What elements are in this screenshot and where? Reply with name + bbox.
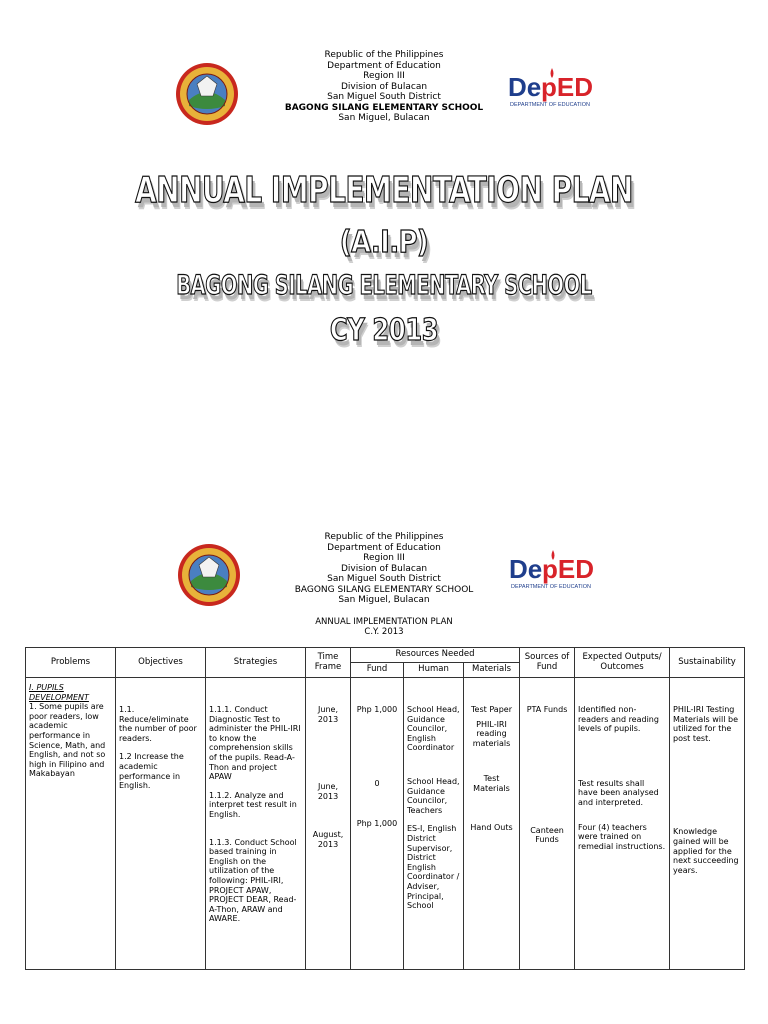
school-name: BAGONG SILANG ELEMENTARY SCHOOL — [294, 584, 474, 595]
school-town: San Miguel, Bulacan — [338, 113, 430, 123]
col-header-objectives: Objectives — [116, 648, 206, 678]
header-line: San Miguel South District — [327, 92, 441, 102]
col-header-sources: Sources of Fund — [520, 648, 575, 678]
source-item: PTA Funds — [526, 705, 568, 714]
strategy-item: 1.1.3. Conduct School based training in English on the utilization of the following: PHIL-IRI, PROJECT APAW, PROJECT DEAR, Read-A-Thon, ARAW and AWARE. — [209, 837, 297, 924]
header-line: Region III — [363, 553, 405, 563]
material-item: Test Paper — [471, 705, 512, 714]
school-name: BAGONG SILANG ELEMENTARY SCHOOL — [284, 102, 484, 113]
header-line: San Miguel South District — [327, 574, 441, 584]
fund-item: 0 — [374, 778, 380, 788]
cell-fund — [351, 678, 404, 970]
cover-title-line4: CY 2013 — [329, 313, 439, 348]
cover-title-line1: ANNUAL IMPLEMENTATION PLAN — [135, 170, 633, 211]
cell-time-frame — [306, 678, 351, 970]
plan-title: ANNUAL IMPLEMENTATION PLAN — [315, 617, 453, 627]
cover-title-line2: (A.I.P) — [339, 225, 429, 260]
col-header-strategies: Strategies — [206, 648, 306, 678]
svg-text:De: De — [509, 554, 543, 584]
strategy-item: 1.1.2. Analyze and interpret test result in English. — [209, 790, 297, 819]
svg-text:De: De — [508, 72, 542, 102]
human-item: School Head, Guidance Councilor, Teachers — [407, 776, 460, 815]
school-town: San Miguel, Bulacan — [338, 595, 430, 605]
sustainability-item: Knowledge gained will be applied for the next succeeding years. — [673, 827, 739, 875]
col-header-outputs: Expected Outputs/ Outcomes — [575, 648, 670, 678]
col-header-resources: Resources Needed — [351, 648, 520, 663]
material-item: Hand Outs — [470, 822, 513, 832]
material-item: Test Materials — [473, 774, 510, 793]
plan-year: C.Y. 2013 — [364, 627, 404, 637]
col-header-materials: Materials — [464, 663, 520, 678]
cell-sustainability — [670, 678, 745, 970]
problems-text: 1. Some pupils are poor readers, low academic performance in Science, Math, and English, and not so high in Filipino and Makabayan — [29, 702, 106, 779]
problems-heading: I. PUPILS DEVELOPMENT — [29, 683, 89, 702]
output-item: Four (4) teachers were trained on remedial instructions. — [578, 822, 666, 851]
table-header-row — [26, 648, 745, 663]
col-header-fund: Fund — [351, 663, 404, 678]
col-header-sustainability: Sustainability — [670, 648, 745, 678]
sustainability-item: PHIL-IRI Testing Materials will be utilized for the post test. — [673, 705, 738, 743]
cell-materials — [464, 678, 520, 970]
implementation-plan-table — [25, 647, 745, 970]
school-header-bottom — [0, 532, 768, 606]
header-line: Republic of the Philippines — [324, 50, 444, 60]
strategy-item: 1.1.1. Conduct Diagnostic Test to administer the PHIL-IRI to know the comprehension skills of the pupils. Read-A-Thon and project APAW — [209, 705, 301, 782]
svg-text:pED: pED — [541, 72, 592, 102]
objective-item: 1.1. Reduce/eliminate the number of poor readers. — [119, 705, 197, 743]
time-item: June, 2013 — [317, 782, 339, 801]
source-item: Canteen Funds — [530, 825, 564, 845]
header-line: Division of Bulacan — [340, 81, 428, 92]
cell-objectives — [116, 678, 206, 970]
svg-text:DEPARTMENT OF EDUCATION: DEPARTMENT OF EDUCATION — [511, 584, 591, 590]
output-item: Test results shall have been analysed and interpreted. — [578, 778, 659, 807]
time-item: August, 2013 — [312, 830, 344, 849]
human-item: ES-I, English District Supervisor, District English Coordinator / Adviser, Principal, School — [407, 824, 460, 911]
cell-human — [404, 678, 464, 970]
school-header-top — [0, 50, 768, 124]
header-line: Department of Education — [327, 542, 441, 553]
svg-text:DEPARTMENT OF EDUCATION: DEPARTMENT OF EDUCATION — [510, 102, 590, 108]
header-line: Republic of the Philippines — [324, 532, 444, 542]
cell-strategies — [206, 678, 306, 970]
objective-item: 1.2 Increase the academic performance in English. — [119, 752, 184, 791]
fund-item: Php 1,000 — [356, 819, 398, 829]
plan-heading — [0, 617, 768, 637]
cover-title-line3: BAGONG SILANG ELEMENTARY SCHOOL — [176, 270, 592, 301]
col-header-time-frame: Time Frame — [306, 648, 351, 678]
human-item: School Head, Guidance Councilor, English Coordinator — [407, 705, 460, 753]
time-item: June, 2013 — [317, 705, 339, 724]
svg-text:pED: pED — [542, 554, 593, 584]
cell-problems — [26, 678, 116, 970]
header-line: Region III — [363, 71, 405, 81]
header-line: Department of Education — [327, 60, 441, 71]
cell-outputs — [575, 678, 670, 970]
cell-sources — [520, 678, 575, 970]
material-item: PHIL-IRI reading materials — [472, 719, 511, 748]
output-item: Identified non-readers and reading levels of pupils. — [578, 705, 659, 734]
col-header-human: Human — [404, 663, 464, 678]
header-line: Division of Bulacan — [340, 563, 428, 574]
col-header-problems: Problems — [26, 648, 116, 678]
fund-item: Php 1,000 — [356, 705, 398, 714]
table-row — [26, 678, 745, 970]
